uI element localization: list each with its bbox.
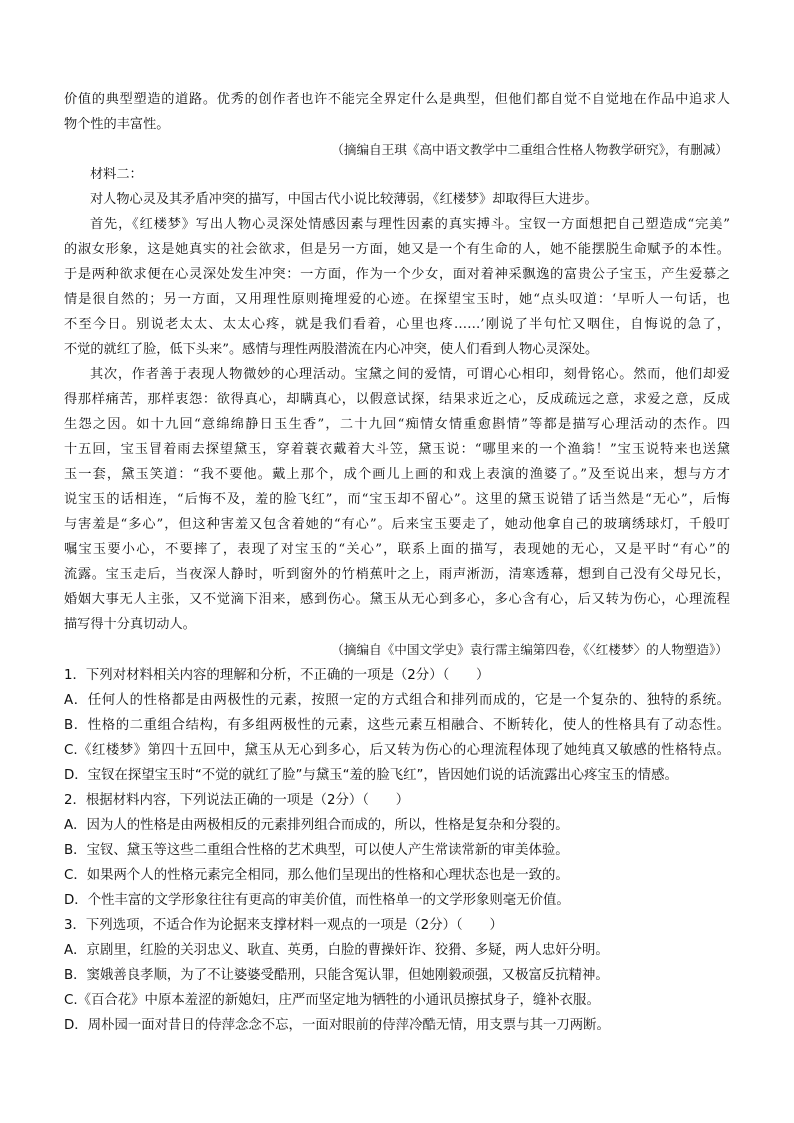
material1-line: 物个性的丰富性。 [64,117,170,132]
answer-option-c: C．如果两个人的性格元素完全相同，那么他们呈现出的性格和心理状态也是一致的。 [64,868,569,883]
answer-option-a: A．京剧里，红脸的关羽忠义、耿直、英勇，白脸的曹操奸诈、狡猾、多疑，两人忠奸分明。 [64,943,609,958]
material1-line: 价值的典型塑造的道路。优秀的创作者也许不能完全界定什么是典型，但他们都自觉不自觉地在作品中追求人 [64,92,730,107]
answer-option-b: B．性格的二重组合结构，有多组两极性的元素，这些元素互相融合、不断转化，使人的性格具有了动态性。 [64,718,730,733]
material2-line: 玉一套，黛玉笑道：“我不要他。戴上那个，成个画儿上画的和戏上表演的渔婆了。”及至说出来，想与方才 [64,467,730,482]
answer-option-d: D．个性丰富的文学形象往往有更高的审美价值，而性格单一的文学形象则毫无价值。 [64,893,570,908]
answer-option-a: A．因为人的性格是由两极相反的元素排列组合而成的，所以，性格是复杂和分裂的。 [64,818,569,833]
material2-line: 说宝玉的话相连，“后悔不及，羞的脸飞红”，而“宝玉却不留心”。这里的黛玉说错了话当然是“无心”，后悔 [64,492,730,507]
answer-option-b: B．窦娥善良孝顺，为了不让婆婆受酷刑，只能含冤认罪，但她刚毅顽强，又极富反抗精神。 [64,968,609,983]
question-stem: 2．根据材料内容，下列说法正确的一项是（2分）（ ） [64,793,410,808]
material2-line: 不觉的就红了脸，低下头来”。感情与理性两股潜流在内心冲突，使人们看到人物心灵深处。 [64,342,599,357]
material2-line: 于是两种欲求便在心灵深处发生冲突：一方面，作为一个少女，面对着神采飘逸的富贵公子宝玉，产生爱慕之 [64,267,730,282]
material2-line: 嘱宝玉要小心，不要摔了，表现了对宝玉的“关心”，联系上面的描写，表现她的无心，又是平时“有心”的 [64,542,730,557]
answer-option-d: D．宝钗在探望宝玉时“不觉的就红了脸”与黛玉“羞的脸飞红”，皆因她们说的话流露出心疼宝玉的情感。 [64,768,678,783]
material2-line: 描写得十分真切动人。 [64,617,196,632]
material2-line: 对人物心灵及其矛盾冲突的描写，中国古代小说比较薄弱，《红楼梦》却取得巨大进步。 [90,192,598,207]
material2-label: 材料二： [90,167,143,182]
material2-line: 的淑女形象，这是她真实的社会欲求，但是另一方面，她又是一个有生命的人，她不能摆脱生命赋予的本性。 [64,242,730,257]
material2-line: 情是很自然的；另一方面，又用理性原则掩埋爱的心迹。在探望宝玉时，她“点头叹道：‘早听人一句话，也 [64,292,730,307]
answer-option-b: B．宝钗、黛玉等这些二重组合性格的艺术典型，可以使人产生常读常新的审美体验。 [64,843,569,858]
source-citation-1: （摘编自王琪《高中语文教学中二重组合性格人物教学研究》，有删减） [331,142,728,157]
material2-line: 得那样痛苦，那样衷怨：欲得真心，却瞒真心，以假意试探，结果求近之心，反成疏远之意，求爱之意，反成 [64,392,730,407]
material2-line: 流露。宝玉走后，当夜深人静时，听到窗外的竹梢蕉叶之上，雨声淅沥，清寒透幕，想到自己没有父母兄长， [64,567,730,582]
material2-line: 首先，《红楼梦》写出人物心灵深处情感因素与理性因素的真实搏斗。宝钗一方面想把自己塑造成“完美” [90,217,730,232]
answer-option-d: D．周朴园一面对昔日的侍萍念念不忘，一面对眼前的侍萍冷酷无情，用支票与其一刀两断。 [64,1018,610,1033]
source-citation-2: （摘编自《中国文学史》袁行霈主编第四卷，《〈红楼梦〉的人物塑造》） [331,642,728,657]
answer-option-a: A．任何人的性格都是由两极性的元素，按照一定的方式组合和排列而成的，它是一个复杂的、独特的系统。 [64,693,730,708]
material2-line: 十五回，宝玉冒着雨去探望黛玉，穿着蓑衣戴着大斗笠，黛玉说：“哪里来的一个渔翁！”宝玉说特来也送黛 [64,442,730,457]
material2-line: 婚姻大事无人主张，又不觉滴下泪来，感到伤心。黛玉从无心到多心，多心含有心，后又转为伤心，心理流程 [64,592,730,607]
question-stem: 3．下列选项，不适合作为论据来支撑材料一观点的一项是（2分）（ ） [64,918,503,933]
material2-line: 生怨之因。如十九回“意绵绵静日玉生香”，二十九回“痴情女情重愈斟情”等都是描写心理活动的杰作。四 [64,417,730,432]
question-stem: 1．下列对材料相关内容的理解和分析，不正确的一项是（2分）（ ） [64,668,490,683]
material2-line: 其次，作者善于表现人物微妙的心理活动。宝黛之间的爱情，可谓心心相印，刻骨铭心。然而，他们却爱 [90,367,730,382]
material2-line: 不至今日。别说老太太、太太心疼，就是我们看着，心里也疼……’刚说了半句忙又咽住，自悔说的急了， [64,317,730,332]
answer-option-c: C.《百合花》中原本羞涩的新媳妇，庄严而坚定地为牺牲的小通讯员擦拭身子，缝补衣服。 [64,993,600,1008]
material2-line: 与害羞是“多心”，但这种害羞又包含着她的“有心”。后来宝玉要走了，她动他拿自己的玻璃绣球灯，千般叮 [64,517,730,532]
answer-option-c: C.《红楼梦》第四十五回中，黛玉从无心到多心，后又转为伤心的心理流程体现了她纯真又敏感的性格特点。 [64,743,730,758]
